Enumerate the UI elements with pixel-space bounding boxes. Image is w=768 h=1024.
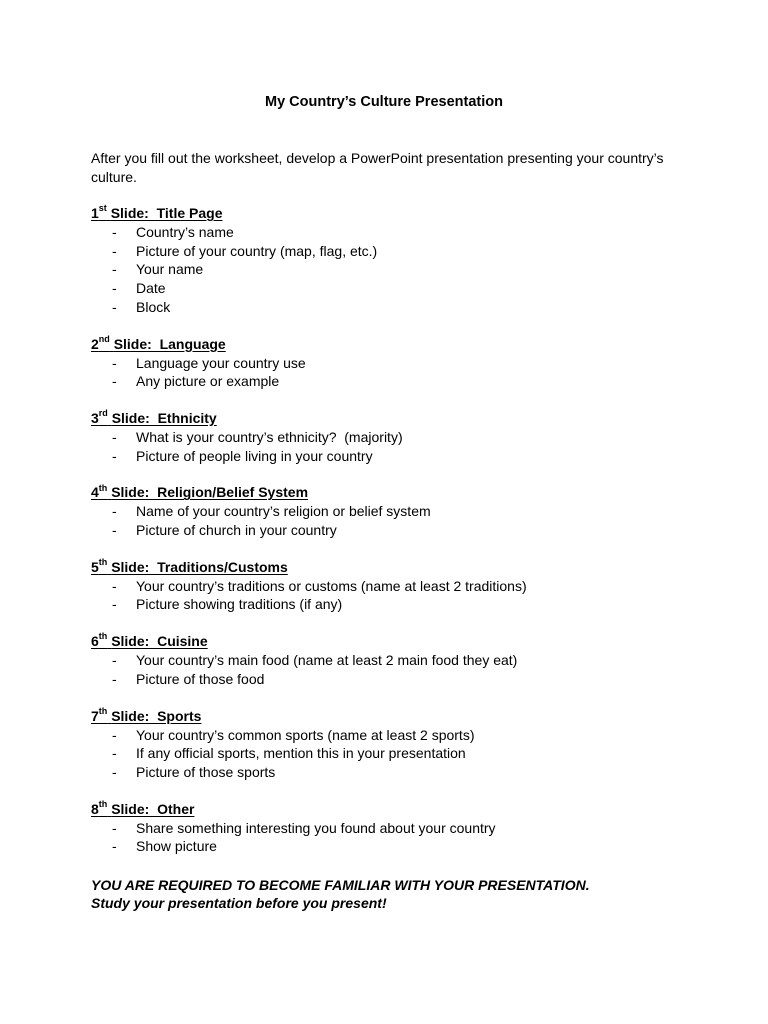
list-item xyxy=(91,428,711,447)
list-item xyxy=(91,372,711,391)
dash-bullet-icon: - xyxy=(112,726,117,743)
dash-bullet-icon: - xyxy=(112,577,117,594)
intro-paragraph: After you fill out the worksheet, develop a PowerPoint presentation presenting your country’s culture. xyxy=(91,150,664,185)
slide-number: 8 xyxy=(91,800,99,817)
slide-heading xyxy=(91,409,711,428)
list-item xyxy=(91,242,711,261)
slide-item-list xyxy=(91,726,711,782)
dash-bullet-icon: - xyxy=(112,298,117,315)
list-item-text: Your country’s common sports (name at least 2 sports) xyxy=(136,726,475,743)
slide-number: 6 xyxy=(91,633,99,650)
list-item xyxy=(91,837,711,856)
list-item xyxy=(91,260,711,279)
list-item xyxy=(91,447,711,466)
slide-label: Slide: Sports xyxy=(111,707,202,724)
slide-ordinal-suffix: rd xyxy=(98,408,108,419)
dash-bullet-icon: - xyxy=(112,261,117,278)
slide-section xyxy=(91,335,711,391)
slide-section xyxy=(91,800,711,856)
list-item-text: Your country’s main food (name at least 2 main food they eat) xyxy=(136,652,518,669)
list-item-text: Language your country use xyxy=(136,354,306,371)
slide-heading xyxy=(91,632,711,651)
list-item-text: Name of your country’s religion or belief system xyxy=(136,503,431,520)
list-item xyxy=(91,595,711,614)
list-item-text: What is your country’s ethnicity? (majority) xyxy=(136,428,403,445)
slide-heading xyxy=(91,558,711,577)
slide-ordinal-suffix: st xyxy=(98,203,107,214)
dash-bullet-icon: - xyxy=(112,224,117,240)
dash-bullet-icon: - xyxy=(112,838,117,855)
slide-label: Slide: Title Page xyxy=(110,205,223,221)
dash-bullet-icon: - xyxy=(112,763,117,780)
dash-bullet-icon: - xyxy=(112,447,117,464)
list-item-text: Country’s name xyxy=(136,224,234,240)
list-item-text: Date xyxy=(136,280,166,297)
list-item-text: Picture of those food xyxy=(136,670,265,687)
slide-item-list xyxy=(91,819,711,856)
dash-bullet-icon: - xyxy=(112,819,117,836)
dash-bullet-icon: - xyxy=(112,522,117,539)
list-item xyxy=(91,744,711,763)
slide-ordinal-suffix: th xyxy=(98,705,108,716)
list-item-text: Show picture xyxy=(136,838,217,855)
slide-item-list xyxy=(91,651,711,688)
list-item-text: If any official sports, mention this in your presentation xyxy=(136,745,466,762)
list-item xyxy=(91,651,711,670)
dash-bullet-icon: - xyxy=(112,596,117,613)
closing-line-2: Study your presentation before you present! xyxy=(91,895,387,911)
slide-item-list xyxy=(91,577,711,614)
slide-number: 7 xyxy=(91,707,99,724)
slide-number: 2 xyxy=(91,335,99,352)
slide-label: Slide: Traditions/Customs xyxy=(111,558,288,575)
list-item xyxy=(91,819,711,838)
slide-number: 3 xyxy=(91,409,99,426)
list-item xyxy=(91,577,711,596)
slide-label: Slide: Language xyxy=(113,335,226,352)
list-item-text: Picture of people living in your country xyxy=(136,447,373,464)
list-item-text: Share something interesting you found about your country xyxy=(136,819,496,836)
dash-bullet-icon: - xyxy=(112,280,117,297)
slide-heading xyxy=(91,707,711,726)
list-item xyxy=(91,726,711,745)
slide-section xyxy=(91,707,711,782)
slide-heading xyxy=(91,204,711,223)
slide-label: Slide: Religion/Belief System xyxy=(111,484,309,501)
slide-number: 1 xyxy=(91,205,99,221)
dash-bullet-icon: - xyxy=(112,242,117,259)
dash-bullet-icon: - xyxy=(112,503,117,520)
closing-note xyxy=(91,876,711,912)
dash-bullet-icon: - xyxy=(112,745,117,762)
slide-section xyxy=(91,409,711,465)
slide-item-list xyxy=(91,502,711,539)
slide-number: 5 xyxy=(91,558,99,575)
slide-sections xyxy=(91,204,711,874)
slide-label: Slide: Cuisine xyxy=(111,633,208,650)
list-item xyxy=(91,763,711,782)
dash-bullet-icon: - xyxy=(112,652,117,669)
list-item xyxy=(91,279,711,298)
slide-section xyxy=(91,483,711,539)
list-item xyxy=(91,298,711,317)
list-item xyxy=(91,223,711,242)
slide-ordinal-suffix: th xyxy=(98,799,108,809)
slide-ordinal-suffix: th xyxy=(98,631,108,642)
document-title: My Country’s Culture Presentation xyxy=(265,94,503,110)
slide-ordinal-suffix: th xyxy=(98,482,108,493)
slide-item-list xyxy=(91,354,711,391)
slide-ordinal-suffix: nd xyxy=(98,333,110,344)
list-item xyxy=(91,502,711,521)
slide-section xyxy=(91,204,711,317)
slide-item-list xyxy=(91,223,711,317)
dash-bullet-icon: - xyxy=(112,354,117,371)
slide-ordinal-suffix: th xyxy=(98,557,108,568)
slide-heading xyxy=(91,800,711,819)
dash-bullet-icon: - xyxy=(112,428,117,445)
list-item xyxy=(91,354,711,373)
list-item-text: Picture of those sports xyxy=(136,763,276,780)
list-item-text: Your country’s traditions or customs (name at least 2 traditions) xyxy=(136,577,527,594)
slide-label: Slide: Ethnicity xyxy=(111,409,217,426)
list-item xyxy=(91,521,711,540)
slide-section xyxy=(91,632,711,688)
slide-section xyxy=(91,558,711,614)
slide-label: Slide: Other xyxy=(111,800,195,817)
list-item xyxy=(91,670,711,689)
closing-line-1: YOU ARE REQUIRED TO BECOME FAMILIAR WITH YOUR PRESENTATION. xyxy=(91,877,590,893)
slide-heading xyxy=(91,335,711,354)
slide-item-list xyxy=(91,428,711,465)
list-item-text: Picture of church in your country xyxy=(136,522,337,539)
slide-number: 4 xyxy=(91,484,99,501)
slide-heading xyxy=(91,483,711,502)
list-item-text: Your name xyxy=(136,261,204,278)
dash-bullet-icon: - xyxy=(112,670,117,687)
list-item-text: Picture of your country (map, flag, etc.) xyxy=(136,242,378,259)
list-item-text: Any picture or example xyxy=(136,373,280,390)
list-item-text: Picture showing traditions (if any) xyxy=(136,596,343,613)
list-item-text: Block xyxy=(136,298,171,315)
dash-bullet-icon: - xyxy=(112,373,117,390)
